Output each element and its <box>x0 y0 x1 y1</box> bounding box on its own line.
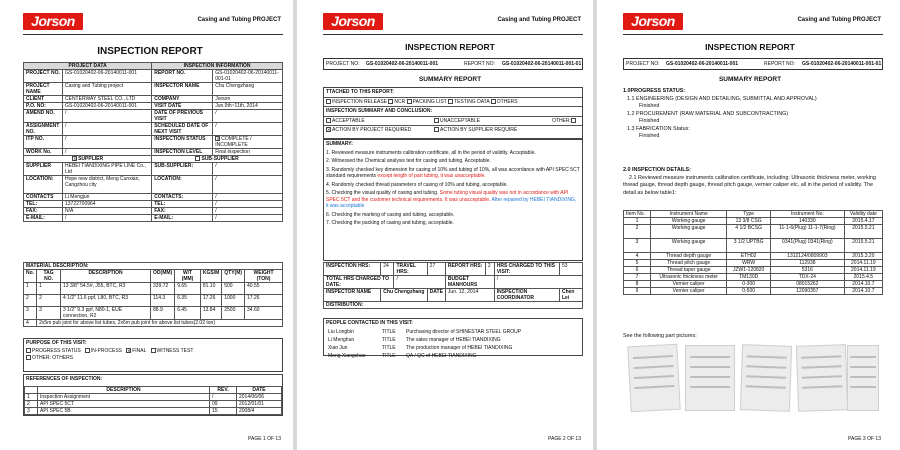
project-number-bar: PROJECT NO: GS-01020402-06-20140011-001 REPORT NO: GS-01020402-06-20140011-001-01 <box>623 58 883 70</box>
subsupplier-checkbox[interactable] <box>195 156 200 161</box>
page-header <box>23 13 283 35</box>
report-page-3 <box>607 0 893 450</box>
table-row: 1 Working gauge 13 3/8 CSG 140330 2015.4.17 <box>624 218 883 225</box>
hours-table: INSPECTION HRS: 24 TRAVEL HRS: 27 REPORT HRS: 2 HRS CHARGED TO THIS VISIT: 53 TOTAL HRS CHARGED TO DATE: / BUDGET MANHOURS / INSPECTOR NAME Chu Chengzhang DATE Jun. 12, 2014 INSPECTION COORDINATOR Chen Lei DISTRIBUTION: <box>323 262 583 309</box>
summary-section: SUMMARY: 1. Reviewed measure instruments calibration certificate, all in the period of validity. Acceptable. 2. Witnessed the Chemical analysis test for casing and tubing. Acceptable. 3. Randomly checked key dimension for casing of 10% and tubing of 10%, all was accordance with API SPEC 5CT standard requirements except length of part tubing, it was unacceptable. 4. Randomly checked thread parameters of casing of 10% and tubing, acceptable. 5. Checking the visual quality of casing and tubing. Some tubing visual quality was not in accordance with API SPEC 5CT and the customer technical requirements. It was unacceptable. After repaired by HEBEI TIANDIXING, it was acceptable 6. Checking the marking of casing and tubing, acceptable. 7. Checking the packing of casing and tubing, acceptable. <box>323 139 583 261</box>
conclusion-checkbox[interactable]: ✕ <box>327 126 331 132</box>
purpose-checkbox[interactable] <box>26 355 31 360</box>
report-page-2 <box>307 0 593 450</box>
conclusion-checkbox[interactable] <box>434 127 439 132</box>
instrument-table: Item No. Instrument Name Type Instrument No. Validity date 1 Working gauge 13 3/8 CSG 140330 2015.4.17 2 Working gauge 4 1/2 BCSG 11-1-6(Plug) 11-1-7(Ring) 2015.5.21 3 Working gauge 3 1/2 UPTBG 0341(Plug) 0341(Ring) 2015.5.21 4 Thread depth gauge ETH02 1312124/0809903 2015.3.20 5 Thread pitch gauge WRW 112938 2014.11.19 6 Thread taper gauge JZW1-120820 5316 2014.11.19 7 Ultrasonic thickness meter TM130D TDX-24 2015.4.5 8 Vernier caliper 0-300 08015262 2014.10.7 9 Vernier caliper 0-500 12090357 2014.10.7 <box>623 210 883 295</box>
attachments-section: TTACHED TO THIS REPORT: INSPECTION RELEASE NCR PACKING LIST TESTING DATA OTHERS INSPECTION SUMMARY AND CONCLUSION: ACCEPTABLE UNACCEPTABLE OTHER: ✕ ACTION BY PROJECT REQUIRED ACTION BY SUPPLIER REQUIRE <box>323 87 583 139</box>
conclusion-checkbox[interactable] <box>571 118 576 123</box>
references-section: REFERENCES OF INSPECTION: DESCRIPTION REV. DATE 1 Inspection Assignment / 2014/06/06 2 API SPEC 5CT 09 2012/01/01 3 API SPEC 5B 15 2008/4 <box>23 374 283 416</box>
table-row: 9 Vernier caliper 0-500 12090357 2014.10.7 <box>624 288 883 295</box>
page-divider <box>593 0 597 450</box>
jorson-logo: Jorson <box>323 13 383 30</box>
purpose-checkbox[interactable] <box>26 348 31 353</box>
project-label: Casing and Tubing PROJECT <box>197 17 281 23</box>
report-page-1 <box>7 0 293 450</box>
purpose-checkbox[interactable] <box>151 348 156 353</box>
table-row: 1 1 13 3/8" 54.5#, J55, BTC, R3 339.72 9.65 81.10 500 40.55 <box>24 283 283 295</box>
table-row: 2 2 4 1/2" 11.6 ppf, L80, BTC, R3 114.3 6.35 17.26 1000 17.26 <box>24 295 283 307</box>
purpose-checkbox[interactable]: ✕ <box>127 347 131 353</box>
table-row: 6 Thread taper gauge JZW1-120820 5316 2014.11.19 <box>624 267 883 274</box>
material-table: MATERIAL DESCRIPTION: No. TAG NO. DESCRIPTION OD(MM) W/T (MM) KGS/M QTY(M) WEIGHT (TON) 1 1 13 3/8" 54.5#, J55, BTC, R3 339.72 9.65 81.10 500 40.55 2 2 4 1/2" 11.6 ppf, L80, BTC, R3 114.3 6.35 17.26 1000 17.26 3 3 3 1/2" 9.3 ppf, N80-1, EUE connection, R2 88.9 6.45 13.84 2500 34.60 4 2x5m pub joint for above list tubes, 2x6m pub joint for above list tubes(2.02 ton) <box>23 262 283 327</box>
project-data-table: PROJECT DATA INSPECTION INFORMATION PROJECT NO. GS-01020402-06-20140011-001 REPORT NO. GS-01020402-06-20140011-001-01 PROJECT NAME Casing and Tubing project INSPECTOR NAME Chu Chengzhang CLIENT CENTERWAY STEEL CO., LTD COMPANY Jorson P.O. NO: GS-01020402-06-20140011-001 VISIT DATE Jun.9th~11th, 2014 AMEND NO. / DATE OF PREVIOUS VISIT / ASSIGNMENT NO. / SCHEDULED DATE OF NEXT VISIT / ITP NO. / INSPECTION STATUS ✕ COMPLETE / INCOMPLETE WORK No. / INSPECTION LEVEL Final inspection ✕ SUPPLIER SUB-SUPPLIER SUPPLIER HEBEI TIANDIXING PIPE LINE Co., Ltd SUB-SUPPLIER: / LOCATION: Hope new district, Meng Cunxian, Cangzhou city LOCATION: / CONTACTS Li Mengjun CONTACTS: / TEL: 13722700964 TEL: / FAX: N/A FAX: / E-MAIL: / E-MAIL: / <box>23 62 283 222</box>
certificate-photo <box>685 345 735 411</box>
certificate-photo <box>796 344 848 412</box>
attach-checkbox[interactable] <box>491 99 496 104</box>
summary-title: SUMMARY REPORT <box>718 76 782 83</box>
summary-title: SUMMARY REPORT <box>418 76 482 83</box>
details-section: 2.0 INSPECTION DETAILS: 2.1 Reviewed measure instruments calibration certificate, including: Ultrasonic thickness meter, working thread gauge, thread depth gauge, thread pitch gauge, vernier caliper etc, all in the period of validity. The detail as below table1: <box>623 167 876 196</box>
table-row: 4 2x5m pub joint for above list tubes, 2x6m pub joint for above list tubes(2.02 ton) <box>24 320 283 327</box>
page-number: PAGE 2 OF 13 <box>548 436 581 442</box>
conclusion-checkbox[interactable] <box>326 118 331 123</box>
pictures-caption: See the following part pictures: <box>623 333 697 339</box>
purpose-section: PURPOSE OF THIS VISIT: PROGRESS STATUS IN-PROCESS ✕ FINAL WITNESS TEST OTHER: OTHERS <box>23 338 283 372</box>
supplier-checkbox[interactable]: ✕ <box>73 156 77 162</box>
page-header <box>623 13 883 35</box>
table-row: 8 Vernier caliper 0-300 08015262 2014.10.7 <box>624 281 883 288</box>
table-row: 2 Working gauge 4 1/2 BCSG 11-1-6(Plug) 11-1-7(Ring) 2015.5.21 <box>624 225 883 239</box>
project-number-bar: PROJECT NO: GS-01020402-06-20140011-001 REPORT NO: GS-01020402-06-20140011-001-01 <box>323 58 583 70</box>
certificate-photo <box>847 345 879 411</box>
page-number: PAGE 3 OF 13 <box>848 436 881 442</box>
certificate-photo <box>740 344 792 412</box>
progress-section: 1.0PROGRESS STATUS: 1.1 ENGINEERING (DESIGN AND DETAILING, SUBMITTAL AND APPROVAL) Finished 1.2 PROCUREMENT (RAW MATERIAL AND SUBCONTRACTING) Finished 1.3 FABRICATION Status: Finished <box>623 88 817 139</box>
table-row: 7 Ultrasonic thickness meter TM130D TDX-24 2015.4.5 <box>624 274 883 281</box>
table-row: 5 Thread pitch gauge WRW 112938 2014.11.19 <box>624 260 883 267</box>
jorson-logo: Jorson <box>23 13 83 30</box>
attach-checkbox[interactable] <box>388 99 393 104</box>
jorson-logo: Jorson <box>623 13 683 30</box>
attach-checkbox[interactable] <box>407 99 412 104</box>
page-number: PAGE 1 OF 13 <box>248 436 281 442</box>
project-label: Casing and Tubing PROJECT <box>497 17 581 23</box>
attach-checkbox[interactable] <box>448 99 453 104</box>
table-row: 3 3 3 1/2" 9.3 ppf, N80-1, EUE connection, R2 88.9 6.45 13.84 2500 34.60 <box>24 307 283 320</box>
attach-checkbox[interactable] <box>326 99 331 104</box>
page-title: INSPECTION REPORT <box>405 42 495 52</box>
people-section: PEOPLE CONTACTED IN THIS VISIT: Liu Longbin TITLE Purchasing director of SHINESTAR STEEL GROUP Li Menghun TITLE The sales manager of HEBEI TIANDIXING Xiao Jun TITLE The production manager of HEBEI TIANDIXING Meng Xiangchao TITLE QA / QC of HEBEI TIANDIXING <box>323 318 583 356</box>
purpose-checkbox[interactable] <box>85 348 90 353</box>
table-row: 4 Thread depth gauge ETH02 1312124/0809903 2015.3.20 <box>624 253 883 260</box>
certificate-photo <box>627 344 680 413</box>
page-title: INSPECTION REPORT <box>705 42 795 52</box>
project-label: Casing and Tubing PROJECT <box>797 17 881 23</box>
page-divider <box>293 0 297 450</box>
page-title: INSPECTION REPORT <box>97 46 203 57</box>
table-row: 3 Working gauge 3 1/2 UPTBG 0341(Plug) 0341(Ring) 2015.5.21 <box>624 239 883 253</box>
conclusion-checkbox[interactable] <box>434 118 439 123</box>
page-header <box>323 13 583 35</box>
